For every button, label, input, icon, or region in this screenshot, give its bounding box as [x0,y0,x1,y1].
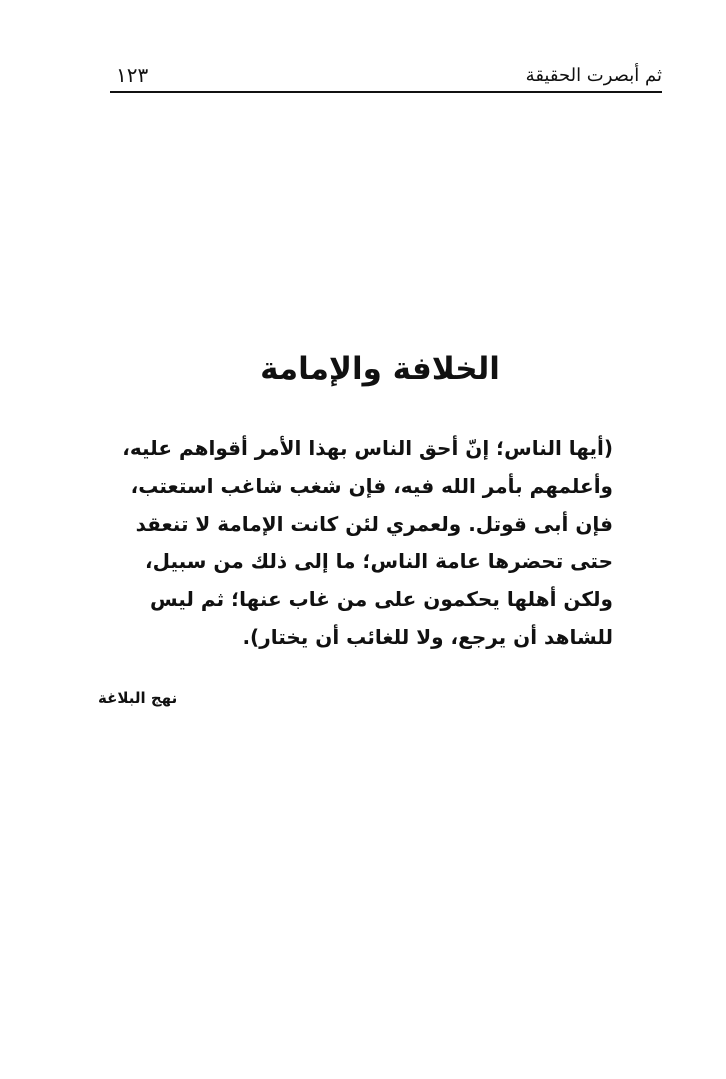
page-number: ١٢٣ [116,63,149,87]
quote-line: وأعلمهم بأمر الله فيه، فإن شغب شاغب استعتب، [130,473,613,498]
quote-line: حتى تحضرها عامة الناس؛ ما إلى ذلك من سبيل، [145,549,613,574]
running-header [110,63,662,93]
quote-paragraph [122,430,613,657]
section-title: الخلافة والإمامة [260,351,500,387]
quote-source: نهج البلاغة [98,689,178,707]
running-header-title: ثم أبصرت الحقيقة [525,65,662,86]
quote-line: فإن أبى قوتل. ولعمري لئن كانت الإمامة لا تنعقد [135,511,613,536]
quote-line: (أيها الناس؛ إنّ أحق الناس بهذا الأمر أقواهم عليه، [122,436,613,460]
quote-line: للشاهد أن يرجع، ولا للغائب أن يختار). [242,624,613,649]
quote-line: ولكن أهلها يحكمون على من غاب عنها؛ ثم ليس [150,587,613,612]
